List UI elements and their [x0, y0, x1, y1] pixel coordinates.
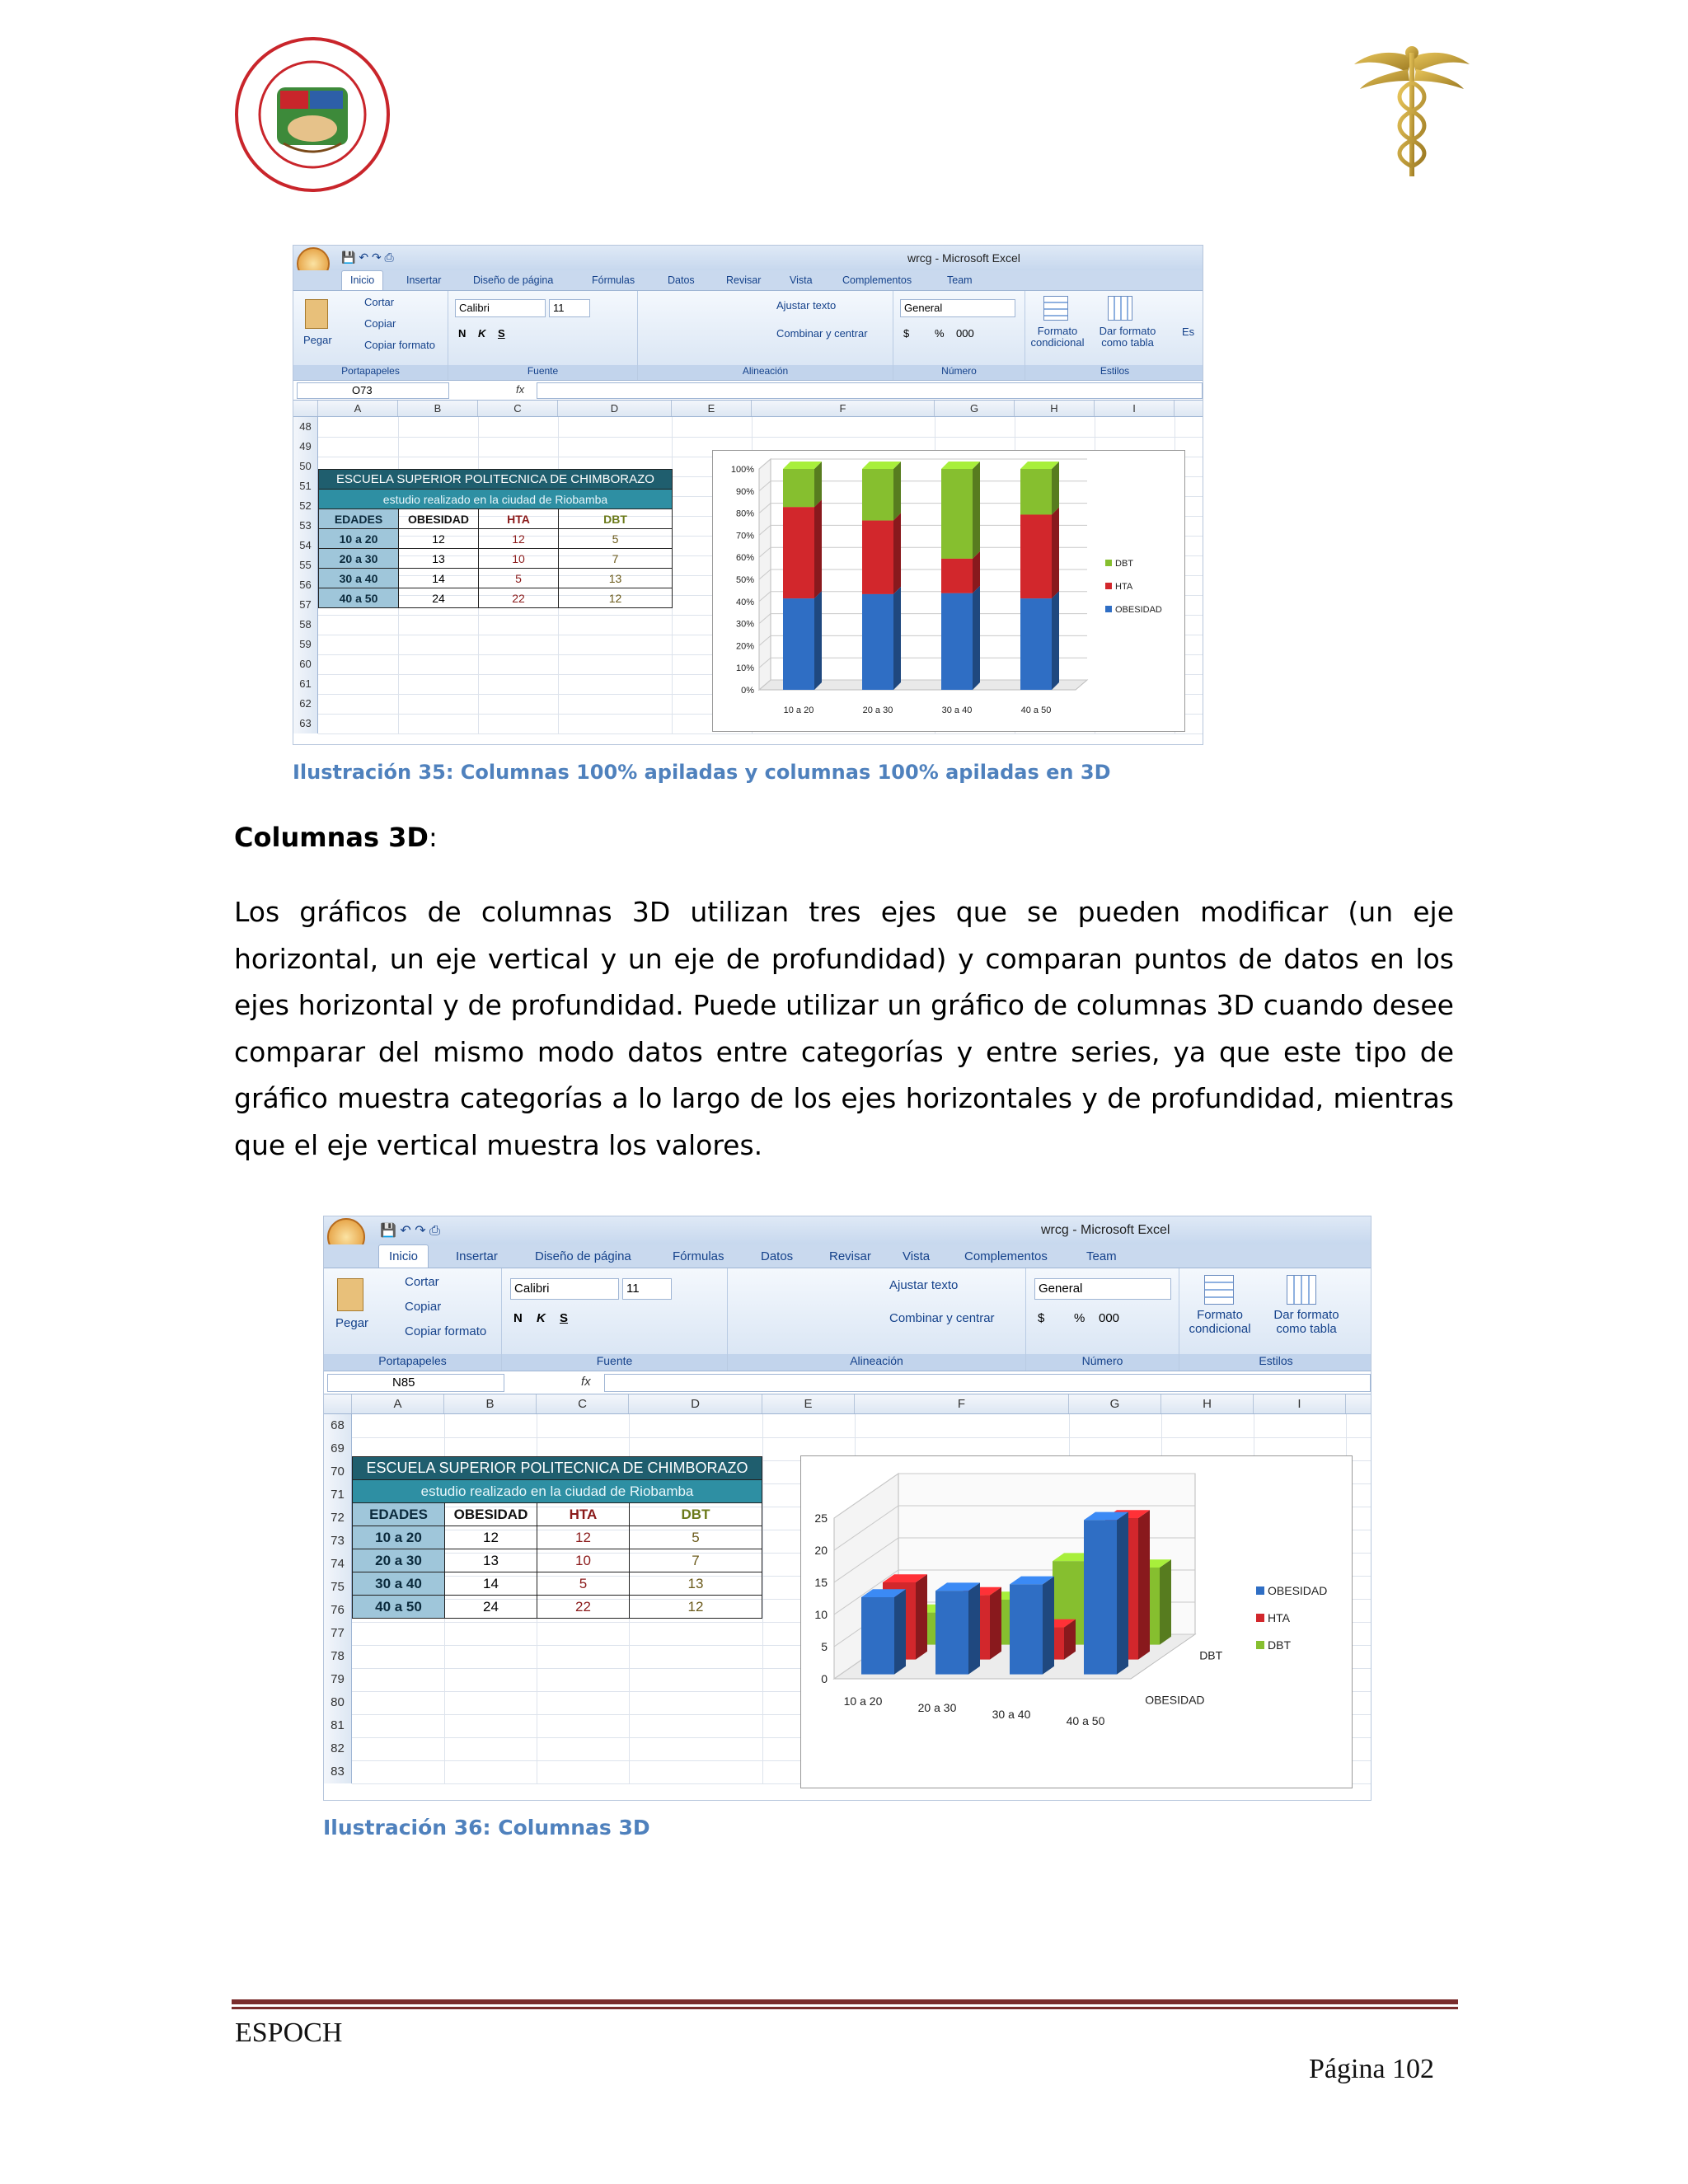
- table-cell[interactable]: 22: [479, 588, 559, 608]
- row-header[interactable]: 48: [293, 417, 318, 437]
- table-cell[interactable]: 12: [479, 529, 559, 549]
- y-tick-label: 100%: [730, 465, 754, 475]
- currency-button[interactable]: $: [1038, 1311, 1045, 1325]
- row-header[interactable]: 68: [324, 1414, 352, 1437]
- grid-line: [352, 1437, 1372, 1438]
- cut-button[interactable]: Cortar: [405, 1275, 439, 1289]
- table-cell[interactable]: 12: [559, 588, 673, 608]
- bar: [935, 1591, 968, 1674]
- fx-icon[interactable]: fx: [581, 1375, 591, 1389]
- row-header[interactable]: 74: [324, 1553, 352, 1576]
- row-header[interactable]: 58: [293, 615, 318, 635]
- figure-36-caption: Ilustración 36: Columnas 3D: [323, 1816, 650, 1840]
- table-cell[interactable]: 12: [537, 1526, 630, 1549]
- col-header[interactable]: D: [558, 401, 672, 416]
- bold-button[interactable]: N: [458, 327, 467, 340]
- group-label: Alineación: [728, 1354, 1025, 1371]
- bar-side: [973, 462, 980, 559]
- bar-side: [1117, 1512, 1128, 1675]
- table-cell[interactable]: 5: [537, 1572, 630, 1596]
- tab-formulas[interactable]: Fórmulas: [592, 274, 635, 286]
- table-cell[interactable]: 7: [630, 1549, 762, 1572]
- bar-segment: [783, 598, 814, 690]
- col-header[interactable]: I: [1254, 1394, 1346, 1413]
- x-tick-label: 30 a 40: [941, 705, 973, 715]
- y-tick-label: 20: [814, 1544, 828, 1557]
- row-header[interactable]: 56: [293, 575, 318, 595]
- table-cell[interactable]: 24: [445, 1596, 537, 1619]
- underline-button[interactable]: S: [560, 1311, 569, 1325]
- font-size-select[interactable]: 11: [549, 299, 590, 317]
- tab-diseno[interactable]: Diseño de página: [535, 1249, 631, 1263]
- group-number: [893, 291, 1025, 380]
- table-title: ESCUELA SUPERIOR POLITECNICA DE CHIMBORAZO: [319, 470, 673, 490]
- col-header[interactable]: F: [752, 401, 935, 416]
- col-header[interactable]: A: [318, 401, 398, 416]
- tab-revisar[interactable]: Revisar: [726, 274, 762, 286]
- legend-swatch: [1256, 1614, 1264, 1622]
- col-header[interactable]: C: [478, 401, 558, 416]
- row-header[interactable]: 82: [324, 1737, 352, 1760]
- table-cell[interactable]: 12: [399, 529, 479, 549]
- table-cell[interactable]: 24: [399, 588, 479, 608]
- table-cell[interactable]: 14: [445, 1572, 537, 1596]
- table-cell[interactable]: 22: [537, 1596, 630, 1619]
- group-alignment: [728, 1268, 1026, 1371]
- table-cell[interactable]: 12: [445, 1526, 537, 1549]
- font-name-select[interactable]: Calibri: [455, 299, 546, 317]
- merge-center-button[interactable]: Combinar y centrar: [776, 327, 868, 340]
- tab-vista[interactable]: Vista: [790, 274, 813, 286]
- font-size-select[interactable]: 11: [622, 1278, 672, 1300]
- bar-side: [893, 462, 901, 521]
- x-tick-label: 10 a 20: [783, 705, 814, 715]
- row-header[interactable]: 61: [293, 674, 318, 694]
- header-hta: HTA: [537, 1503, 630, 1526]
- table-cell[interactable]: 13: [399, 549, 479, 569]
- heading-colon: :: [428, 822, 438, 853]
- name-box[interactable]: O73: [297, 382, 449, 399]
- group-font: [502, 1268, 728, 1371]
- heading-text: Columnas 3D: [234, 822, 429, 853]
- table-cell[interactable]: 5: [559, 529, 673, 549]
- legend-swatch: [1105, 583, 1112, 589]
- title-bar: [293, 246, 1203, 270]
- bar-side: [990, 1587, 1001, 1660]
- col-header[interactable]: F: [855, 1394, 1069, 1413]
- format-painter-button[interactable]: Copiar formato: [405, 1324, 487, 1338]
- table-subtitle: estudio realizado en la ciudad de Riobamba: [353, 1480, 762, 1503]
- body-paragraph: Los gráficos de columnas 3D utilizan tres ejes que se pueden modificar (un eje horizontal, un eje vertical y un eje de profundidad) y comparan puntos de datos en los ejes horizontal y de profundidad. Puede utilizar un gráfico de columnas 3D cuando desee comparar del mismo modo datos entre categorías y entre series, ya que este tipo de gráfico muestra categorías a lo largo de los ejes horizontales y de profundidad, mientras que el eje vertical muestra los valores.: [234, 896, 1454, 1161]
- header-dbt: DBT: [630, 1503, 762, 1526]
- formula-bar: [293, 381, 1203, 401]
- row-header[interactable]: 53: [293, 516, 318, 536]
- window-title: wrcg - Microsoft Excel: [907, 251, 1020, 265]
- column-headers: [324, 1394, 1371, 1414]
- select-all-corner[interactable]: [324, 1394, 352, 1413]
- bar-side: [893, 513, 901, 594]
- bar-segment: [1020, 598, 1052, 690]
- row-header[interactable]: 59: [293, 635, 318, 654]
- group-number: [1026, 1268, 1179, 1371]
- underline-button[interactable]: S: [498, 327, 505, 340]
- table-cell[interactable]: 5: [479, 569, 559, 588]
- ribbon: [324, 1268, 1371, 1371]
- copy-button[interactable]: Copiar: [364, 317, 396, 330]
- title-bar: [324, 1216, 1371, 1244]
- bar-side: [916, 1574, 927, 1659]
- bar: [1084, 1520, 1117, 1674]
- quick-access-toolbar[interactable]: 💾 ↶ ↷ ⎙: [380, 1224, 440, 1238]
- legend-label: HTA: [1268, 1611, 1290, 1624]
- tab-datos[interactable]: Datos: [668, 274, 695, 286]
- bar: [861, 1597, 894, 1675]
- data-table: [352, 1456, 762, 1619]
- bar-segment: [1020, 469, 1052, 514]
- row-header[interactable]: 70: [324, 1460, 352, 1483]
- bar-segment: [783, 507, 814, 598]
- row-header[interactable]: 77: [324, 1622, 352, 1645]
- row-header[interactable]: 75: [324, 1576, 352, 1599]
- grid-line: [318, 733, 1203, 734]
- formula-input[interactable]: [537, 382, 1203, 399]
- row-header[interactable]: 72: [324, 1507, 352, 1530]
- tab-datos[interactable]: Datos: [761, 1249, 794, 1263]
- paste-button[interactable]: Pegar: [335, 1316, 369, 1330]
- wrap-text-button[interactable]: Ajustar texto: [776, 299, 837, 312]
- bar-side: [973, 586, 980, 690]
- grid-line: [318, 437, 1203, 438]
- table-cell[interactable]: 10 a 20: [319, 529, 399, 549]
- format-as-table-icon[interactable]: [1287, 1275, 1316, 1305]
- row-header[interactable]: 73: [324, 1530, 352, 1553]
- header-dbt: DBT: [559, 509, 673, 529]
- row-header[interactable]: 69: [324, 1437, 352, 1460]
- y-tick-label: 30%: [735, 619, 754, 630]
- col-header[interactable]: G: [1069, 1394, 1161, 1413]
- group-font: [448, 291, 638, 380]
- row-header[interactable]: 78: [324, 1645, 352, 1668]
- cell-styles-button[interactable]: Es: [1182, 326, 1195, 338]
- tab-vista[interactable]: Vista: [903, 1249, 931, 1263]
- row-header[interactable]: 63: [293, 714, 318, 733]
- row-header[interactable]: 62: [293, 694, 318, 714]
- figure-35-caption: Ilustración 35: Columnas 100% apiladas y columnas 100% apiladas en 3D: [293, 761, 1111, 784]
- italic-button[interactable]: K: [537, 1311, 546, 1325]
- header-obesidad: OBESIDAD: [445, 1503, 537, 1526]
- ribbon-tabs: [324, 1244, 1371, 1268]
- conditional-format-button[interactable]: Formato condicional: [1030, 325, 1085, 349]
- copy-button[interactable]: Copiar: [405, 1300, 442, 1314]
- col-header[interactable]: H: [1161, 1394, 1254, 1413]
- excel-window-figure-36: [323, 1216, 1372, 1801]
- col-header[interactable]: A: [352, 1394, 444, 1413]
- tab-formulas[interactable]: Fórmulas: [673, 1249, 724, 1263]
- paste-icon[interactable]: [305, 299, 328, 329]
- header-hta: HTA: [479, 509, 559, 529]
- tab-complementos[interactable]: Complementos: [964, 1249, 1048, 1263]
- group-label: Fuente: [448, 365, 637, 380]
- y-tick-label: 50%: [735, 575, 754, 585]
- bar-side: [1138, 1510, 1150, 1659]
- format-painter-button[interactable]: Copiar formato: [364, 339, 435, 351]
- column-3d-chart-container[interactable]: [800, 1455, 1353, 1788]
- col-header[interactable]: B: [398, 401, 478, 416]
- bar-side: [1043, 1577, 1054, 1675]
- y-tick-label: 40%: [735, 597, 754, 607]
- formula-bar: [324, 1371, 1371, 1394]
- espoch-seal-logo: [234, 36, 391, 193]
- stacked-100-3d-chart: [713, 451, 1186, 733]
- y-tick-label: 10%: [735, 663, 754, 674]
- y-tick-label: 0: [821, 1672, 828, 1685]
- y-tick-label: 20%: [735, 641, 754, 652]
- y-tick-label: 80%: [735, 509, 754, 519]
- row-header[interactable]: 54: [293, 536, 318, 555]
- bar-segment: [941, 559, 973, 593]
- conditional-format-icon[interactable]: [1204, 1275, 1234, 1305]
- row-header[interactable]: 55: [293, 555, 318, 575]
- table-cell[interactable]: 5: [630, 1526, 762, 1549]
- legend-label: DBT: [1268, 1638, 1291, 1652]
- depth-axis-label: OBESIDAD: [1145, 1693, 1205, 1707]
- header-edades: EDADES: [319, 509, 399, 529]
- tab-inicio[interactable]: Inicio: [378, 1244, 429, 1268]
- tab-inicio[interactable]: Inicio: [341, 270, 383, 290]
- bar-side: [814, 591, 822, 690]
- header-edades: EDADES: [353, 1503, 445, 1526]
- table-cell[interactable]: 13: [559, 569, 673, 588]
- window-title: wrcg - Microsoft Excel: [1041, 1223, 1170, 1237]
- bar-segment: [862, 469, 893, 521]
- tab-insertar[interactable]: Insertar: [456, 1249, 498, 1263]
- table-cell[interactable]: 40 a 50: [319, 588, 399, 608]
- formula-input[interactable]: [604, 1374, 1371, 1392]
- y-tick-label: 10: [814, 1608, 828, 1621]
- y-tick-label: 0%: [741, 686, 754, 696]
- paste-button[interactable]: Pegar: [303, 334, 332, 346]
- table-cell[interactable]: 30 a 40: [353, 1572, 445, 1596]
- paste-icon[interactable]: [337, 1278, 363, 1311]
- row-header[interactable]: 79: [324, 1668, 352, 1691]
- y-tick-label: 15: [814, 1576, 828, 1589]
- footer-rule-thick: [232, 1999, 1458, 2004]
- table-cell[interactable]: 10 a 20: [353, 1526, 445, 1549]
- bar-side: [814, 462, 822, 507]
- table-cell[interactable]: 30 a 40: [319, 569, 399, 588]
- conditional-format-button[interactable]: Formato condicional: [1189, 1308, 1251, 1336]
- x-tick-label: 10 a 20: [843, 1694, 883, 1708]
- legend-label: DBT: [1115, 559, 1133, 569]
- legend-label: HTA: [1115, 582, 1133, 592]
- merge-center-button[interactable]: Combinar y centrar: [889, 1311, 995, 1325]
- row-header[interactable]: 49: [293, 437, 318, 457]
- bar-side: [968, 1582, 980, 1674]
- italic-button[interactable]: K: [478, 327, 486, 340]
- table-cell[interactable]: 20 a 30: [353, 1549, 445, 1572]
- ribbon-tabs: [293, 270, 1203, 290]
- col-header[interactable]: C: [537, 1394, 629, 1413]
- group-clipboard: [324, 1268, 502, 1371]
- y-tick-label: 90%: [735, 486, 754, 497]
- bar-side: [1160, 1559, 1171, 1644]
- row-header[interactable]: 71: [324, 1483, 352, 1507]
- tab-insertar[interactable]: Insertar: [406, 274, 442, 286]
- legend-swatch: [1105, 606, 1112, 612]
- table-cell[interactable]: 13: [630, 1572, 762, 1596]
- format-as-table-button[interactable]: Dar formato como tabla: [1273, 1308, 1339, 1336]
- row-header[interactable]: 57: [293, 595, 318, 615]
- y-tick-label: 5: [821, 1640, 828, 1653]
- table-cell[interactable]: 13: [445, 1549, 537, 1572]
- table-cell[interactable]: 7: [559, 549, 673, 569]
- legend-swatch: [1105, 560, 1112, 566]
- col-header[interactable]: I: [1095, 401, 1175, 416]
- table-title: ESCUELA SUPERIOR POLITECNICA DE CHIMBORAZO: [353, 1457, 762, 1480]
- tab-revisar[interactable]: Revisar: [829, 1249, 871, 1263]
- footer-left: ESPOCH: [235, 2018, 343, 2048]
- bar-segment: [941, 593, 973, 690]
- wrap-text-button[interactable]: Ajustar texto: [889, 1278, 959, 1292]
- thousands-button[interactable]: 000: [956, 327, 974, 340]
- col-header[interactable]: E: [672, 401, 752, 416]
- caduceus-icon: [1350, 41, 1474, 181]
- bar-side: [1052, 591, 1059, 690]
- bar-side: [1052, 462, 1059, 514]
- legend-label: OBESIDAD: [1268, 1584, 1328, 1597]
- format-as-table-button[interactable]: Dar formato como tabla: [1099, 325, 1156, 349]
- group-label: Estilos: [1025, 365, 1203, 380]
- thousands-button[interactable]: 000: [1099, 1311, 1120, 1325]
- y-tick-label: 25: [814, 1511, 828, 1525]
- column-headers: [293, 401, 1203, 417]
- row-header[interactable]: 76: [324, 1599, 352, 1622]
- currency-button[interactable]: $: [903, 327, 910, 340]
- number-format-select[interactable]: General: [1034, 1278, 1171, 1300]
- number-format-select[interactable]: General: [900, 299, 1015, 317]
- columns-3d-chart: [801, 1456, 1353, 1789]
- fx-icon[interactable]: fx: [516, 383, 525, 396]
- bar: [1010, 1584, 1043, 1674]
- bold-button[interactable]: N: [513, 1311, 523, 1325]
- bar-side: [814, 499, 822, 598]
- select-all-corner[interactable]: [293, 401, 318, 416]
- font-name-select[interactable]: Calibri: [510, 1278, 619, 1300]
- bar-segment: [783, 469, 814, 507]
- conditional-format-icon[interactable]: [1043, 296, 1068, 321]
- quick-access-toolbar[interactable]: 💾 ↶ ↷ ⎙: [341, 251, 394, 264]
- excel-window-figure-35: [293, 245, 1203, 745]
- row-header[interactable]: 81: [324, 1714, 352, 1737]
- x-tick-label: 40 a 50: [1066, 1714, 1105, 1727]
- group-clipboard: [293, 291, 448, 380]
- col-header[interactable]: G: [935, 401, 1015, 416]
- table-cell[interactable]: 20 a 30: [319, 549, 399, 569]
- bar-segment: [941, 469, 973, 559]
- group-styles: [1025, 291, 1203, 380]
- table-cell[interactable]: 10: [537, 1549, 630, 1572]
- header-obesidad: OBESIDAD: [399, 509, 479, 529]
- tab-complementos[interactable]: Complementos: [842, 274, 912, 286]
- percent-button[interactable]: %: [1074, 1311, 1085, 1325]
- row-header[interactable]: 52: [293, 496, 318, 516]
- grid-line: [762, 1414, 763, 1783]
- bar-side: [894, 1589, 906, 1674]
- bar-side: [1052, 507, 1059, 598]
- tab-team[interactable]: Team: [947, 274, 973, 286]
- tab-team[interactable]: Team: [1086, 1249, 1117, 1263]
- depth-axis-label: DBT: [1199, 1648, 1223, 1662]
- row-header[interactable]: 80: [324, 1691, 352, 1714]
- bar-side: [893, 587, 901, 690]
- row-header[interactable]: 60: [293, 654, 318, 674]
- section-heading: [234, 822, 438, 853]
- x-tick-label: 20 a 30: [862, 705, 893, 715]
- col-header[interactable]: B: [444, 1394, 537, 1413]
- row-header[interactable]: 83: [324, 1760, 352, 1783]
- group-label: Número: [893, 365, 1025, 380]
- x-tick-label: 20 a 30: [917, 1701, 957, 1714]
- bar-segment: [1020, 514, 1052, 598]
- col-header[interactable]: E: [762, 1394, 855, 1413]
- legend-label: OBESIDAD: [1115, 605, 1162, 615]
- col-header[interactable]: D: [629, 1394, 762, 1413]
- table-cell[interactable]: 14: [399, 569, 479, 588]
- percent-button[interactable]: %: [935, 327, 945, 340]
- tab-diseno[interactable]: Diseño de página: [473, 274, 554, 286]
- col-header[interactable]: H: [1015, 401, 1095, 416]
- table-cell[interactable]: 40 a 50: [353, 1596, 445, 1619]
- stacked-chart-container[interactable]: [712, 450, 1185, 732]
- group-label: Número: [1026, 1354, 1179, 1371]
- y-tick-label: 60%: [735, 553, 754, 564]
- data-table: [318, 469, 673, 608]
- bar-segment: [862, 521, 893, 594]
- group-label: Fuente: [502, 1354, 727, 1371]
- footer-page-number: Página 102: [1309, 2054, 1435, 2084]
- table-cell[interactable]: 10: [479, 549, 559, 569]
- y-tick-label: 70%: [735, 531, 754, 541]
- x-tick-label: 40 a 50: [1020, 705, 1052, 715]
- bar-segment: [862, 594, 893, 690]
- group-label: Portapapeles: [293, 365, 448, 380]
- legend-swatch: [1256, 1586, 1264, 1595]
- ribbon: [293, 290, 1203, 381]
- footer-rule-thin: [232, 2007, 1458, 2009]
- row-header[interactable]: 51: [293, 476, 318, 496]
- format-as-table-icon[interactable]: [1108, 296, 1132, 321]
- group-alignment: [638, 291, 893, 380]
- group-label: Alineación: [638, 365, 893, 380]
- x-tick-label: 30 a 40: [992, 1708, 1031, 1721]
- group-label: Estilos: [1179, 1354, 1372, 1371]
- group-label: Portapapeles: [324, 1354, 501, 1371]
- group-styles: [1179, 1268, 1372, 1371]
- table-subtitle: estudio realizado en la ciudad de Riobamba: [319, 490, 673, 509]
- name-box[interactable]: N85: [327, 1374, 504, 1392]
- legend-swatch: [1256, 1641, 1264, 1649]
- table-cell[interactable]: 12: [630, 1596, 762, 1619]
- row-header[interactable]: 50: [293, 457, 318, 476]
- cut-button[interactable]: Cortar: [364, 296, 395, 308]
